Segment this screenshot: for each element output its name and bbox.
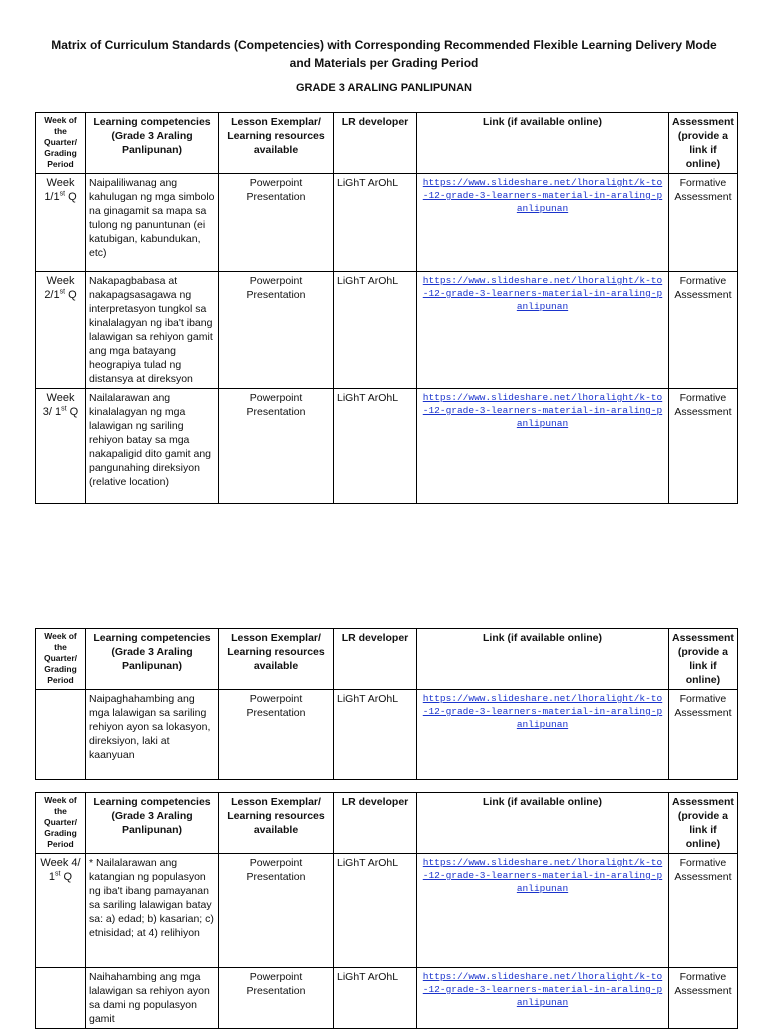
resource-link[interactable]: https://www.slideshare.net/lhoralight/k-to-12-grade-3-learners-material-in-araling-panlipunan: [422, 857, 663, 894]
assessment-cell: Formative Assessment: [669, 690, 738, 780]
lesson-cell: Powerpoint Presentation: [219, 854, 334, 968]
document-title: [40, 36, 728, 72]
competency-cell: * Nailalarawan ang katangian ng populasyon ng iba't ibang pamayanan sa sariling lalawigan batay sa: a) edad; b) kasarian; c) etnisidad; at 4) relihiyon: [86, 854, 219, 968]
table-header-row: [36, 629, 738, 690]
week-cell: [36, 968, 86, 1029]
assessment-cell: Formative Assessment: [669, 854, 738, 968]
competency-cell: Naipaghahambing ang mga lalawigan sa sariling rehiyon ayon sa lokasyon, direksiyon, laki at kaanyuan: [86, 690, 219, 780]
competency-cell: Naipaliliwanag ang kahulugan ng mga simbolo na ginagamit sa mapa sa tulong ng panuntunan (ei katubigan, kabundukan, etc): [86, 174, 219, 272]
competency-table: [35, 792, 738, 1029]
header-developer: LR developer: [334, 793, 417, 854]
assessment-cell: Formative Assessment: [669, 389, 738, 504]
header-competencies: Learning competencies (Grade 3 Araling Panlipunan): [86, 793, 219, 854]
table-row: [36, 854, 738, 968]
competency-table: [35, 112, 738, 504]
week-cell: Week 4/ 1st Q: [36, 854, 86, 968]
table-row: [36, 389, 738, 504]
competency-cell: Nailalarawan ang kinalalagyan ng mga lalawigan ng sariling rehiyon batay sa mga nakapaligid dito gamit ang pangunahing direksiyon (relative location): [86, 389, 219, 504]
developer-cell: LiGhT ArOhL: [334, 854, 417, 968]
header-lesson: Lesson Exemplar/ Learning resources available: [219, 793, 334, 854]
table-row: [36, 174, 738, 272]
header-link: Link (if available online): [417, 113, 669, 174]
title-line-2: and Materials per Grading Period: [289, 56, 479, 70]
header-assessment: Assessment (provide a link if online): [669, 113, 738, 174]
resource-link[interactable]: https://www.slideshare.net/lhoralight/k-to-12-grade-3-learners-material-in-araling-panlipunan: [422, 392, 663, 429]
resource-link[interactable]: https://www.slideshare.net/lhoralight/k-to-12-grade-3-learners-material-in-araling-panlipunan: [422, 971, 663, 1008]
lesson-cell: Powerpoint Presentation: [219, 690, 334, 780]
lesson-cell: Powerpoint Presentation: [219, 968, 334, 1029]
developer-cell: LiGhT ArOhL: [334, 174, 417, 272]
resource-link[interactable]: https://www.slideshare.net/lhoralight/k-to-12-grade-3-learners-material-in-araling-panlipunan: [422, 275, 663, 312]
header-week: Week of the Quarter/ Grading Period: [36, 629, 86, 690]
assessment-cell: Formative Assessment: [669, 174, 738, 272]
table-row: [36, 968, 738, 1029]
competency-cell: Naihahambing ang mga lalawigan sa rehiyon ayon sa dami ng populasyon gamit: [86, 968, 219, 1029]
week-cell: Week 2/1st Q: [36, 272, 86, 389]
week-cell: Week 3/ 1st Q: [36, 389, 86, 504]
assessment-cell: Formative Assessment: [669, 272, 738, 389]
link-cell: [417, 854, 669, 968]
table-row: [36, 690, 738, 780]
document-subtitle: GRADE 3 ARALING PANLIPUNAN: [295, 82, 472, 94]
header-week: Week of the Quarter/ Grading Period: [36, 793, 86, 854]
header-lesson: Lesson Exemplar/ Learning resources available: [219, 629, 334, 690]
header-competencies: Learning competencies (Grade 3 Araling Panlipunan): [86, 113, 219, 174]
table-row: [36, 272, 738, 389]
header-developer: LR developer: [334, 629, 417, 690]
lesson-cell: Powerpoint Presentation: [219, 272, 334, 389]
header-assessment: Assessment (provide a link if online): [669, 793, 738, 854]
link-cell: [417, 389, 669, 504]
developer-cell: LiGhT ArOhL: [334, 272, 417, 389]
link-cell: [417, 174, 669, 272]
header-developer: LR developer: [334, 113, 417, 174]
table-header-row: [36, 113, 738, 174]
header-assessment: Assessment (provide a link if online): [669, 629, 738, 690]
developer-cell: LiGhT ArOhL: [334, 968, 417, 1029]
lesson-cell: Powerpoint Presentation: [219, 389, 334, 504]
header-lesson: Lesson Exemplar/ Learning resources available: [219, 113, 334, 174]
header-competencies: Learning competencies (Grade 3 Araling Panlipunan): [86, 629, 219, 690]
developer-cell: LiGhT ArOhL: [334, 389, 417, 504]
competency-cell: Nakapagbabasa at nakapagsasagawa ng interpretasyon tungkol sa kinalalagyan ng iba't ibang lalawigan sa rehiyon gamit ang mga batayang heograpiya tulad ng distansya at direksyon: [86, 272, 219, 389]
assessment-cell: Formative Assessment: [669, 968, 738, 1029]
lesson-cell: Powerpoint Presentation: [219, 174, 334, 272]
header-week: Week of the Quarter/ Grading Period: [36, 113, 86, 174]
header-link: Link (if available online): [417, 629, 669, 690]
developer-cell: LiGhT ArOhL: [334, 690, 417, 780]
link-cell: [417, 272, 669, 389]
title-line-1: Matrix of Curriculum Standards (Competencies) with Corresponding Recommended Flexible Learning Delivery Mode: [51, 38, 717, 52]
link-cell: [417, 690, 669, 780]
header-link: Link (if available online): [417, 793, 669, 854]
week-cell: Week 1/1st Q: [36, 174, 86, 272]
week-cell: [36, 690, 86, 780]
resource-link[interactable]: https://www.slideshare.net/lhoralight/k-to-12-grade-3-learners-material-in-araling-panlipunan: [422, 693, 663, 730]
table-header-row: [36, 793, 738, 854]
competency-table: [35, 628, 738, 780]
resource-link[interactable]: https://www.slideshare.net/lhoralight/k-to-12-grade-3-learners-material-in-araling-panlipunan: [422, 177, 663, 214]
link-cell: [417, 968, 669, 1029]
